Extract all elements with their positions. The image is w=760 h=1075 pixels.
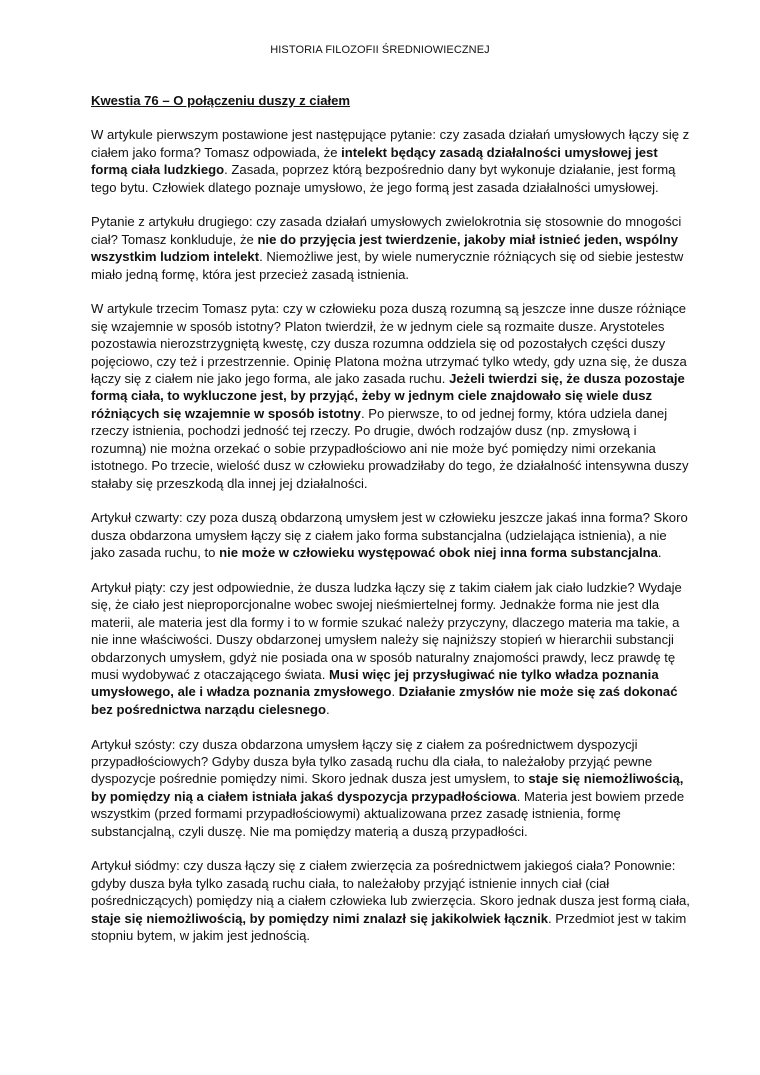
bold-text-run: Działanie zmysłów nie może się zaś dokonać bez pośrednictwa narządu cielesnego: [91, 684, 678, 717]
text-run: .: [657, 545, 662, 561]
text-run: W artykule trzecim Tomasz pyta: czy w człowieku poza duszą rozumną są jeszcze inne dusze różniące się wzajemnie w sposób istotny? Platon twierdził, że w jednym ciele są rozmaite dusze. Arystoteles pozostawia nierozstrzygniętą kwestę, czy dusza rozumna oddziela się od pozostałych części duszy pojęciowo, czy też i przestrzennie. Opinię Platona można utrzymać tylko wtedy, gdy uzna się, że dusza łączy się z ciałem nie jako jego forma, ale jako zasada ruchu.: [91, 301, 687, 387]
paragraph-list: [91, 126, 691, 944]
text-run: Artykuł czwarty: czy poza duszą obdarzoną umysłem jest w człowieku jeszcze jakaś inna forma? Skoro dusza obdarzona umysłem łączy się z ciałem jako forma substancjalna (udzielająca istnienia), a nie jako zasada ruchu, to: [91, 510, 688, 561]
text-run: . Po pierwsze, to od jednej formy, która udziela danej rzeczy istnienia, pochodzi jedność tej rzeczy. Po drugie, dwóch rodzajów dusz (np. zmysłową i rozumną) nie można orzekać o sobie przypadłościowo ani nie może być pomiędzy nimi orzekania istotnego. Po trzecie, wielość dusz w człowieku prowadziłaby do tego, że działalność intensywna duszy stałaby się przeszkodą dla innej jej działalności.: [91, 405, 689, 491]
bold-text-run: Musi więc jej przysługiwać nie tylko władza poznania umysłowego, ale i władza poznania zmysłowego: [91, 666, 659, 700]
text-run: . Niemożliwe jest, by wiele numerycznie różniących się od siebie jestestw miało jedną formę, która jest przecież zasadą istnienia.: [91, 249, 684, 282]
section-title: Kwestia 76 – O połączeniu duszy z ciałem: [91, 93, 351, 108]
bold-text-run: intelekt będący zasadą działalności umysłowej jest formą ciała ludzkiego: [91, 144, 658, 178]
bold-text-run: staje się niemożliwością, by pomiędzy nimi znalazł się jakikolwiek łącznik: [91, 910, 549, 926]
paragraph: [91, 126, 691, 196]
paragraph: [91, 509, 691, 561]
paragraph: [91, 579, 691, 718]
paragraph: [91, 857, 691, 944]
bold-text-run: nie do przyjęcia jest twierdzenie, jakoby miał istnieć jeden, wspólny wszystkim ludziom intelekt: [91, 231, 679, 265]
text-run: Pytanie z artykułu drugiego: czy zasada działań umysłowych zwielokrotnia się stosownie do mnogości ciał? Tomasz konkluduje, że: [91, 214, 682, 247]
text-run: Artykuł siódmy: czy dusza łączy się z ciałem zwierzęcia za pośrednictwem jakiegoś ciała? Ponownie: gdyby dusza była tylko zasadą ruchu ciała, to należałoby przyjąć istnienie innych ciał (ciał pośredniczących) pomiędzy nią a ciałem człowieka lub zwierzęcia. Skoro jednak dusza jest formą ciała,: [91, 858, 690, 909]
bold-text-run: nie może w człowieku występować obok niej inna forma substancjalna: [219, 545, 658, 561]
text-run: W artykule pierwszym postawione jest następujące pytanie: czy zasada działań umysłowych łączy się z ciałem jako forma? Tomasz odpowiada, że: [91, 127, 690, 160]
text-run: Artykuł szósty: czy dusza obdarzona umysłem łączy się z ciałem za pośrednictwem dyspozycji przypadłościowych? Gdyby dusza była tylko zasadą ruchu dla ciała, to należałoby przyjąć pewne dyspozycje pośrednie pomiędzy nimi. Skoro jednak dusza jest umysłem, to: [91, 736, 653, 787]
paragraph: [91, 300, 691, 491]
bold-text-run: Jeżeli twierdzi się, że dusza pozostaje formą ciała, to wykluczone jest, by przyjąć, żeby w jednym ciele znajdowało się wiele dusz różniących się wzajemnie w sposób istotny: [91, 371, 685, 421]
text-run: . Materia jest bowiem przede wszystkim (przed formami przypadłościowymi) aktualizowana przez zasadę istnienia, formę substancjalną, czyli duszę. Nie ma pomiędzy materią a duszą przypadłości.: [91, 788, 685, 839]
text-run: . Zasada, poprzez którą bezpośrednio dany byt wykonuje działanie, jest formą tego bytu. Człowiek dlatego poznaje umysłowo, że jego formą jest zasada działalności umysłowej.: [91, 162, 676, 195]
paragraph: [91, 736, 691, 840]
text-run: . Przedmiot jest w takim stopniu bytem, w jakim jest jednością.: [91, 910, 687, 943]
paragraph: [91, 213, 691, 283]
text-run: .: [391, 684, 399, 700]
text-run: .: [326, 701, 330, 717]
running-header: HISTORIA FILOZOFII ŚREDNIOWIECZNEJ: [270, 44, 490, 56]
bold-text-run: staje się niemożliwością, by pomiędzy nią a ciałem istniała jakaś dyspozycja przypadłościowa: [91, 771, 684, 804]
text-run: Artykuł piąty: czy jest odpowiednie, że dusza ludzka łączy się z takim ciałem jak ciało ludzkie? Wydaje się, że ciało jest nieproporcjonalne wobec swojej nieśmiertelnej formy. Jednakże forma nie jest dla materii, ale materia jest dla formy i to w formie szukać należy przyczyny, dlaczego materia ma takie, a nie inne właściwości. Duszy obdarzonej umysłem należy się najniższy stopień w hierarchii substancji obdarzonych umysłem, gdyż nie posiada ona w sposób naturalny znajomości prawdy, lecz prawdę tę musi wydobywać z otaczającego świata.: [91, 579, 682, 682]
document-body: [91, 92, 691, 962]
